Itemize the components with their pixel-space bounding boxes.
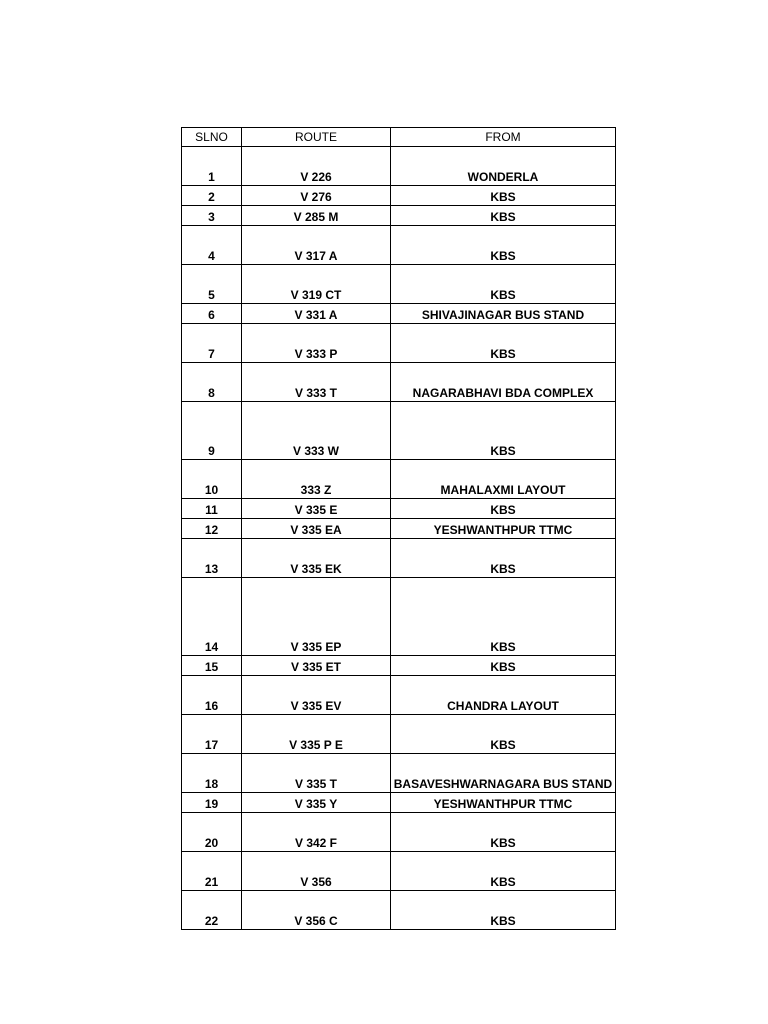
header-slno: SLNO — [182, 128, 242, 147]
cell-slno: 11 — [182, 499, 242, 519]
header-route: ROUTE — [242, 128, 391, 147]
cell-slno: 8 — [182, 363, 242, 402]
cell-slno: 15 — [182, 656, 242, 676]
cell-from: KBS — [391, 578, 616, 656]
cell-from: YESHWANTHPUR TTMC — [391, 793, 616, 813]
cell-slno: 21 — [182, 852, 242, 891]
table-row — [182, 499, 616, 519]
cell-from: KBS — [391, 813, 616, 852]
cell-route: V 276 — [242, 186, 391, 206]
table-row — [182, 206, 616, 226]
cell-route: V 335 T — [242, 754, 391, 793]
cell-route: V 335 E — [242, 499, 391, 519]
cell-route: V 333 W — [242, 402, 391, 460]
table-row — [182, 226, 616, 265]
route-table-body — [182, 147, 616, 930]
table-row — [182, 578, 616, 656]
table-row — [182, 793, 616, 813]
cell-slno: 16 — [182, 676, 242, 715]
cell-slno: 1 — [182, 147, 242, 186]
table-row — [182, 186, 616, 206]
cell-from: CHANDRA LAYOUT — [391, 676, 616, 715]
cell-from: KBS — [391, 206, 616, 226]
cell-slno: 13 — [182, 539, 242, 578]
cell-slno: 7 — [182, 324, 242, 363]
table-row — [182, 363, 616, 402]
table-row — [182, 265, 616, 304]
table-row — [182, 715, 616, 754]
cell-from: MAHALAXMI LAYOUT — [391, 460, 616, 499]
cell-from: KBS — [391, 265, 616, 304]
cell-from: KBS — [391, 891, 616, 930]
cell-slno: 12 — [182, 519, 242, 539]
cell-slno: 18 — [182, 754, 242, 793]
table-row — [182, 147, 616, 186]
cell-route: V 226 — [242, 147, 391, 186]
route-table — [181, 127, 616, 930]
cell-slno: 20 — [182, 813, 242, 852]
cell-from: KBS — [391, 656, 616, 676]
cell-route: V 333 T — [242, 363, 391, 402]
cell-slno: 17 — [182, 715, 242, 754]
table-row — [182, 304, 616, 324]
cell-from: KBS — [391, 499, 616, 519]
cell-slno: 5 — [182, 265, 242, 304]
cell-slno: 6 — [182, 304, 242, 324]
table-row — [182, 813, 616, 852]
cell-route: V 335 EK — [242, 539, 391, 578]
cell-slno: 9 — [182, 402, 242, 460]
cell-slno: 10 — [182, 460, 242, 499]
cell-from: KBS — [391, 226, 616, 265]
table-row — [182, 852, 616, 891]
table-row — [182, 519, 616, 539]
table-row — [182, 324, 616, 363]
cell-route: V 335 Y — [242, 793, 391, 813]
header-from: FROM — [391, 128, 616, 147]
cell-route: V 356 — [242, 852, 391, 891]
cell-route: V 335 EA — [242, 519, 391, 539]
cell-slno: 2 — [182, 186, 242, 206]
cell-route: V 285 M — [242, 206, 391, 226]
cell-from: SHIVAJINAGAR BUS STAND — [391, 304, 616, 324]
table-row — [182, 676, 616, 715]
cell-route: V 333 P — [242, 324, 391, 363]
cell-from: KBS — [391, 715, 616, 754]
cell-route: V 319 CT — [242, 265, 391, 304]
cell-from: WONDERLA — [391, 147, 616, 186]
cell-from: KBS — [391, 324, 616, 363]
cell-slno: 22 — [182, 891, 242, 930]
table-header-row — [182, 128, 616, 147]
cell-slno: 3 — [182, 206, 242, 226]
cell-from: KBS — [391, 402, 616, 460]
table-row — [182, 402, 616, 460]
cell-route: V 331 A — [242, 304, 391, 324]
cell-route: 333 Z — [242, 460, 391, 499]
cell-route: V 335 P E — [242, 715, 391, 754]
cell-slno: 4 — [182, 226, 242, 265]
cell-route: V 335 EP — [242, 578, 391, 656]
cell-from: KBS — [391, 852, 616, 891]
cell-route: V 335 ET — [242, 656, 391, 676]
cell-slno: 19 — [182, 793, 242, 813]
cell-from: BASAVESHWARNAGARA BUS STAND — [391, 754, 616, 793]
table-row — [182, 539, 616, 578]
cell-from: KBS — [391, 186, 616, 206]
table-row — [182, 754, 616, 793]
cell-route: V 356 C — [242, 891, 391, 930]
table-row — [182, 656, 616, 676]
table-row — [182, 460, 616, 499]
cell-from: NAGARABHAVI BDA COMPLEX — [391, 363, 616, 402]
cell-from: KBS — [391, 539, 616, 578]
cell-route: V 335 EV — [242, 676, 391, 715]
cell-route: V 342 F — [242, 813, 391, 852]
cell-route: V 317 A — [242, 226, 391, 265]
cell-from: YESHWANTHPUR TTMC — [391, 519, 616, 539]
table-row — [182, 891, 616, 930]
cell-slno: 14 — [182, 578, 242, 656]
